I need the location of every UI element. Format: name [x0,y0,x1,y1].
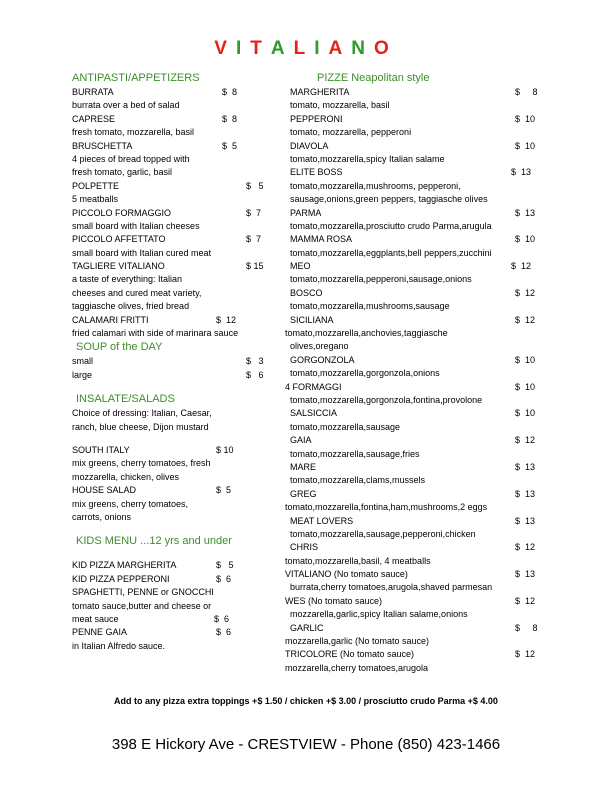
item-description: tomato,mozzarella,mushrooms,sausage [290,301,450,312]
item-description: mozzarella, chicken, olives [72,471,180,482]
item-name: SICILIANA [290,314,334,325]
item-price: $ 15 [246,261,264,272]
item-description: tomato,mozzarella,pepperoni,sausage,onions [290,274,472,285]
title-letter: O [373,38,398,59]
item-price: $ 10 [515,140,536,151]
item-price: $ 3 [246,356,264,367]
item-price: $ 13 [511,167,532,178]
item-price: $ 10 [515,354,536,365]
item-name: BRUSCHETTA [72,140,133,151]
menu-item [285,515,545,528]
item-description: burrata over a bed of salad [72,100,180,111]
menu-item [72,559,292,572]
menu-item [72,86,292,99]
item-description: tomato, mozzarella, basil [290,100,390,111]
item-description: ranch, blue cheese, Dijon mustard [72,421,209,432]
section-heading: INSALATE/SALADS [76,393,175,406]
menu-item [285,541,545,554]
item-name: CAPRESE [72,113,116,124]
item-name: PARMA [290,207,322,218]
item-description: tomato,mozzarella,eggplants,bell peppers,zucchini [290,247,492,258]
item-price: $ 12 [515,314,536,325]
spacer [72,434,292,444]
menu-item [285,166,545,179]
item-price: $ 5 [216,560,234,571]
menu-item [285,140,545,153]
item-name: MEAT LOVERS [290,515,354,526]
item-name: MARE [290,461,317,472]
item-name: BOSCO [290,287,323,298]
section-heading: ANTIPASTI/APPETIZERS [72,72,200,84]
item-price: $ 10 [216,444,234,455]
item-name: 4 FORMAGGI [285,381,342,392]
menu-item [285,622,545,635]
menu-item [285,233,545,246]
item-name: MEO [290,261,311,272]
item-price: $ 13 [515,207,536,218]
item-description: tomato,mozzarella,sausage [290,421,401,432]
menu-item [285,381,545,394]
item-price: $ 13 [515,461,536,472]
title-letter: L [293,38,315,59]
item-description: tomato, mozzarella, pepperoni [290,127,412,138]
item-price: $ 13 [515,569,536,580]
item-name: VITALIANO (No tomato sauce) [285,569,408,580]
item-name: small [72,356,94,367]
item-description: burrata,cherry tomatoes,arugola,shaved parmesan [290,582,493,593]
item-price: $ 10 [515,408,536,419]
menu-item [285,207,545,220]
item-price: $ 7 [246,234,262,245]
item-price: $ 8 [515,622,538,633]
item-price: $ 8 [222,87,238,97]
item-name: CHRIS [290,542,319,553]
item-price: $ 7 [246,207,262,218]
item-price: $ 5 [246,180,264,191]
item-price: $ 6 [246,369,264,380]
item-name: HOUSE SALAD [72,485,137,496]
item-price: $ 13 [515,488,536,499]
item-name: GARLIC [290,622,324,633]
item-name: PICCOLO FORMAGGIO [72,207,172,218]
item-description: fresh tomato, garlic, basil [72,167,173,178]
menu-item [285,287,545,300]
spacer [72,549,292,559]
item-description: mix greens, cherry tomatoes, [72,498,189,509]
item-name: TAGLIERE VITALIANO [72,261,165,272]
item-name: PICCOLO AFFETTATO [72,234,166,245]
item-description: 4 pieces of bread topped with [72,153,190,164]
item-description: tomato,mozzarella,mushrooms, pepperoni, [290,180,461,191]
item-description: olives,oregano [290,341,349,352]
item-name: KID PIZZA PEPPERONI [72,573,170,584]
item-name: KID PIZZA MARGHERITA [72,560,177,571]
item-description: tomato,mozzarella,basil, 4 meatballs [285,555,431,566]
item-description: tomato,mozzarella,sausage,fries [290,448,420,459]
item-description: tomato,mozzarella,spicy Italian salame [290,153,445,164]
menu-item [72,573,292,586]
item-description: tomato sauce,butter and cheese or [72,600,212,611]
item-price: $ 12 [515,595,536,606]
menu-item [72,207,292,220]
menu-item [72,260,292,273]
item-name: meat sauce [72,613,119,624]
item-description: tomato,mozzarella,sausage,pepperoni,chicken [290,528,476,539]
menu-item [72,444,292,457]
item-description: mozzarella,cherry tomatoes,arugola [285,662,429,673]
spacer [72,382,292,392]
menu-item [285,595,545,608]
menu-item [72,113,292,126]
item-description: mozzarella,garlic (No tomato sauce) [285,636,430,647]
menu-item [72,314,292,327]
menu-item [285,86,545,99]
item-name: DIAVOLA [290,140,329,151]
item-description: tomato,mozzarella,fontina,ham,mushrooms,2 eggs [285,502,488,513]
item-description: fresh tomato, mozzarella, basil [72,127,195,138]
restaurant-address: 398 E Hickory Ave - CRESTVIEW - Phone (850) 423-1466 [111,736,501,753]
item-description: tomato,mozzarella,anchovies,taggiasche [285,328,448,339]
menu-item [285,113,545,126]
menu-item [285,314,545,327]
item-name: WES (No tomato sauce) [285,595,383,606]
title-letter: N [351,38,374,59]
item-name: GREG [290,488,317,499]
section-heading: KIDS MENU ...12 yrs and under [76,535,232,548]
item-description: a taste of everything: Italian [72,274,183,285]
menu-item [72,484,292,497]
item-name: BURRATA [72,87,114,97]
item-price: $ 12 [515,649,536,660]
item-price: $ 5 [222,140,238,151]
menu-item [72,233,292,246]
section-heading: PIZZE Neapolitan style [317,72,430,84]
menu-item [72,140,292,153]
item-description: in Italian Alfredo sauce. [72,640,166,651]
item-name: POLPETTE [72,180,120,191]
item-name: SOUTH ITALY [72,444,130,455]
title-letter: I [235,38,251,59]
item-price: $ 12 [515,287,536,298]
item-name: MARGHERITA [290,87,350,97]
item-name: GAIA [290,435,312,446]
item-price: $ 13 [515,515,536,526]
item-description: small board with Italian cheeses [72,220,200,231]
item-name: ELITE BOSS [290,167,343,178]
menu-item [72,369,292,382]
item-description: mix greens, cherry tomatoes, fresh [72,458,211,469]
item-description: Choice of dressing: Italian, Caesar, [72,408,212,419]
item-name: large [72,369,93,380]
item-description: carrots, onions [72,511,132,522]
item-description: mozzarella,garlic,spicy Italian salame,onions [290,609,468,620]
item-description: taggiasche olives, fried bread [72,301,190,312]
menu-item [285,354,545,367]
item-price: $ 6 [216,573,232,584]
item-description: tomato,mozzarella,gorgonzola,fontina,provolone [290,394,483,405]
menu-item [285,488,545,501]
item-price: $ 5 [216,485,232,496]
item-description: small board with Italian cured meat [72,247,212,258]
item-price: $ 8 [222,113,238,124]
item-name: GORGONZOLA [290,354,355,365]
item-price: $ 8 [515,87,538,97]
menu-item [285,568,545,581]
menu-item [285,260,545,273]
title-letter: T [250,38,271,59]
item-price: $ 10 [515,234,536,245]
item-description: tomato,mozzarella,gorgonzola,onions [290,368,440,379]
menu-item [72,613,292,626]
item-price: $ 12 [515,435,536,446]
item-price: $ 6 [216,627,232,638]
item-name: CALAMARI FRITTI [72,314,149,325]
item-description: SPAGHETTI, PENNE or GNOCCHI [72,587,214,598]
pizza-menu-column [285,71,545,675]
spacer [72,524,292,534]
extra-toppings-note: Add to any pizza extra toppings +$ 1.50 / chicken +$ 3.00 / prosciutto crudo Parma +$ 4.00 [114,696,498,706]
item-price: $ 10 [515,113,536,124]
menu-item [285,407,545,420]
item-price: $ 12 [515,542,536,553]
item-price: $ 6 [214,613,230,624]
title-letter: I [314,38,329,59]
menu-item [285,648,545,661]
item-description: tomato,mozzarella,clams,mussels [290,475,426,486]
restaurant-title [0,38,612,60]
title-letter: A [270,38,294,59]
item-name: TRICOLORE (No tomato sauce) [285,649,415,660]
item-description: sausage,onions,green peppers, taggiasche olives [290,194,488,205]
menu-item [72,180,292,193]
item-name: PENNE GAIA [72,627,128,638]
item-description: fried calamari with side of marinara sauce [72,328,239,339]
item-description: cheeses and cured meat variety, [72,287,202,298]
title-letter: V [214,38,236,59]
menu-item [285,461,545,474]
menu-item [72,626,292,639]
section-heading: SOUP of the DAY [76,341,163,354]
item-price: $ 10 [515,381,536,392]
menu-item [285,434,545,447]
item-price: $ 12 [216,314,237,325]
item-name: MAMMA ROSA [290,234,353,245]
item-name: PEPPERONI [290,113,343,124]
item-name: SALSICCIA [290,408,338,419]
menu-item [72,355,292,368]
item-description: tomato,mozzarella,prosciutto crudo Parma,arugula [290,220,492,231]
left-menu-column [72,71,292,653]
item-description: 5 meatballs [72,194,119,205]
title-letter: A [328,38,352,59]
item-price: $ 12 [511,261,532,272]
